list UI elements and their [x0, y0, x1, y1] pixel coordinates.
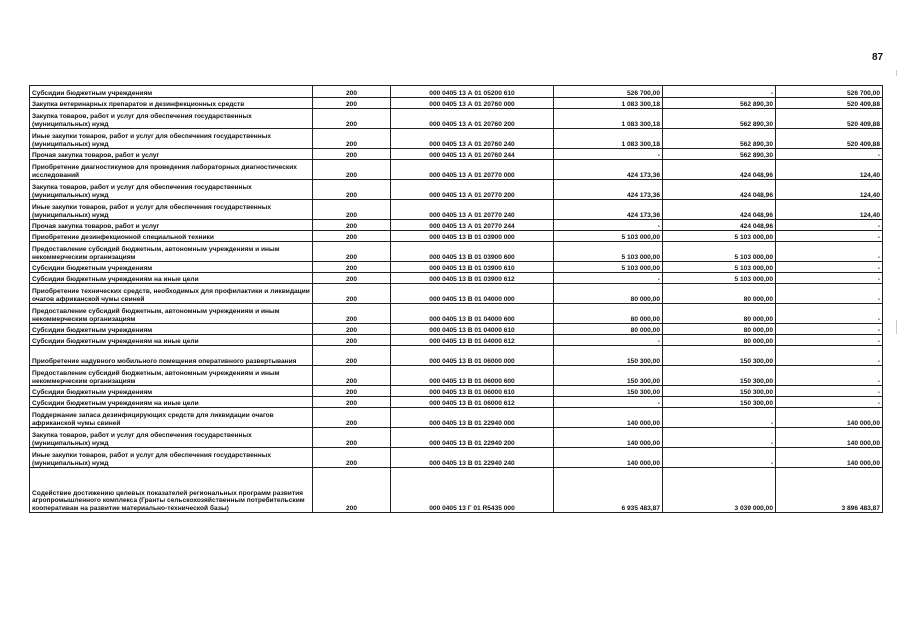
approved-amount-cell: 140 000,00	[554, 408, 663, 428]
table-row	[30, 284, 883, 304]
row-name-cell: Субсидии бюджетным учреждениям на иные цели	[30, 335, 313, 346]
executed-amount-cell: 80 000,00	[663, 324, 776, 335]
unexecuted-amount-cell: 140 000,00	[776, 408, 883, 428]
table-row	[30, 200, 883, 220]
table-row	[30, 273, 883, 284]
table-row	[30, 397, 883, 408]
budget-code-cell: 200	[313, 324, 391, 335]
budget-code-cell: 200	[313, 335, 391, 346]
approved-amount-cell: 5 103 000,00	[554, 231, 663, 242]
executed-amount-cell: 5 103 000,00	[663, 273, 776, 284]
budget-code-cell: 200	[313, 346, 391, 366]
executed-amount-cell: 3 039 000,00	[663, 468, 776, 513]
approved-amount-cell: 424 173,36	[554, 180, 663, 200]
unexecuted-amount-cell: 520 409,88	[776, 109, 883, 129]
approved-amount-cell: 1 083 300,18	[554, 109, 663, 129]
table-row	[30, 448, 883, 468]
row-name-cell: Предоставление субсидий бюджетным, автономным учреждениям и иным некоммерческим организациям	[30, 366, 313, 386]
approved-amount-cell: 150 300,00	[554, 386, 663, 397]
budget-code-cell: 200	[313, 262, 391, 273]
unexecuted-amount-cell: -	[776, 304, 883, 324]
row-name-cell: Субсидии бюджетным учреждениям	[30, 86, 313, 98]
budget-code-cell: 200	[313, 160, 391, 180]
row-name-cell: Предоставление субсидий бюджетным, автономным учреждениям и иным некоммерческим организациям	[30, 242, 313, 262]
row-name-cell: Иные закупки товаров, работ и услуг для обеспечения государственных (муниципальных) нужд	[30, 448, 313, 468]
executed-amount-cell: -	[663, 408, 776, 428]
executed-amount-cell: 562 890,30	[663, 109, 776, 129]
classification-code-cell: 000 0405 13 В 01 06000 610	[391, 386, 554, 397]
row-name-cell: Закупка ветеринарных препаратов и дезинфекционных средств	[30, 98, 313, 109]
executed-amount-cell: 5 103 000,00	[663, 231, 776, 242]
classification-code-cell: 000 0405 13 В 01 03900 612	[391, 273, 554, 284]
classification-code-cell: 000 0405 13 А 01 20770 244	[391, 220, 554, 231]
budget-code-cell: 200	[313, 448, 391, 468]
executed-amount-cell: 424 048,96	[663, 160, 776, 180]
classification-code-cell: 000 0405 13 А 01 20760 200	[391, 109, 554, 129]
unexecuted-amount-cell: -	[776, 397, 883, 408]
unexecuted-amount-cell: -	[776, 273, 883, 284]
budget-code-cell: 200	[313, 408, 391, 428]
approved-amount-cell: 1 083 300,18	[554, 129, 663, 149]
row-name-cell: Прочая закупка товаров, работ и услуг	[30, 220, 313, 231]
row-name-cell: Содействие достижению целевых показателей региональных программ развития агропромышленного комплекса (Гранты сельскохозяйственным потребительским кооперативам на развитие материально-технической базы)	[30, 468, 313, 513]
budget-code-cell: 200	[313, 428, 391, 448]
executed-amount-cell: -	[663, 86, 776, 98]
classification-code-cell: 000 0405 13 А 01 05200 610	[391, 86, 554, 98]
classification-code-cell: 000 0405 13 А 01 20760 244	[391, 149, 554, 160]
unexecuted-amount-cell: 124,40	[776, 180, 883, 200]
row-name-cell: Закупка товаров, работ и услуг для обеспечения государственных (муниципальных) нужд	[30, 428, 313, 448]
row-name-cell: Субсидии бюджетным учреждениям	[30, 262, 313, 273]
classification-code-cell: 000 0405 13 А 01 20760 000	[391, 98, 554, 109]
unexecuted-amount-cell: 520 409,88	[776, 98, 883, 109]
executed-amount-cell: 424 048,96	[663, 200, 776, 220]
executed-amount-cell: -	[663, 428, 776, 448]
budget-code-cell: 200	[313, 109, 391, 129]
classification-code-cell: 000 0405 13 В 01 03900 610	[391, 262, 554, 273]
unexecuted-amount-cell: -	[776, 324, 883, 335]
table-row	[30, 149, 883, 160]
row-name-cell: Поддержание запаса дезинфицирующих средств для ликвидации очагов африканской чумы свиней	[30, 408, 313, 428]
executed-amount-cell: 80 000,00	[663, 284, 776, 304]
budget-code-cell: 200	[313, 180, 391, 200]
executed-amount-cell: 424 048,96	[663, 220, 776, 231]
row-name-cell: Закупка товаров, работ и услуг для обеспечения государственных (муниципальных) нужд	[30, 180, 313, 200]
row-name-cell: Приобретение надувного мобильного помещения оперативного развертывания	[30, 346, 313, 366]
approved-amount-cell: 80 000,00	[554, 324, 663, 335]
unexecuted-amount-cell: -	[776, 335, 883, 346]
approved-amount-cell: 150 300,00	[554, 346, 663, 366]
budget-execution-table	[29, 85, 883, 513]
budget-code-cell: 200	[313, 98, 391, 109]
table-row	[30, 366, 883, 386]
executed-amount-cell: 150 300,00	[663, 346, 776, 366]
table-row	[30, 86, 883, 98]
row-name-cell: Иные закупки товаров, работ и услуг для обеспечения государственных (муниципальных) нужд	[30, 129, 313, 149]
budget-code-cell: 200	[313, 149, 391, 160]
unexecuted-amount-cell: -	[776, 242, 883, 262]
approved-amount-cell: -	[554, 273, 663, 284]
approved-amount-cell: 526 700,00	[554, 86, 663, 98]
unexecuted-amount-cell: -	[776, 386, 883, 397]
table-row	[30, 408, 883, 428]
unexecuted-amount-cell: -	[776, 284, 883, 304]
table-row	[30, 220, 883, 231]
budget-code-cell: 200	[313, 220, 391, 231]
row-name-cell: Приобретение дезинфекционной специальной техники	[30, 231, 313, 242]
budget-code-cell: 200	[313, 468, 391, 513]
classification-code-cell: 000 0405 13 А 01 20760 240	[391, 129, 554, 149]
scan-edge-mark	[896, 320, 897, 334]
table-row	[30, 160, 883, 180]
unexecuted-amount-cell: 520 409,88	[776, 129, 883, 149]
table-row	[30, 262, 883, 273]
budget-code-cell: 200	[313, 86, 391, 98]
page-number: 87	[872, 52, 884, 63]
table-row	[30, 468, 883, 513]
executed-amount-cell: 80 000,00	[663, 335, 776, 346]
table-row	[30, 428, 883, 448]
table-row	[30, 109, 883, 129]
scan-edge-mark	[896, 70, 897, 76]
unexecuted-amount-cell: -	[776, 220, 883, 231]
approved-amount-cell: -	[554, 149, 663, 160]
row-name-cell: Иные закупки товаров, работ и услуг для обеспечения государственных (муниципальных) нужд	[30, 200, 313, 220]
classification-code-cell: 000 0405 13 Г 01 R5435 000	[391, 468, 554, 513]
row-name-cell: Прочая закупка товаров, работ и услуг	[30, 149, 313, 160]
executed-amount-cell: 5 103 000,00	[663, 262, 776, 273]
classification-code-cell: 000 0405 13 В 01 06000 000	[391, 346, 554, 366]
executed-amount-cell: 562 890,30	[663, 149, 776, 160]
table-row	[30, 180, 883, 200]
executed-amount-cell: 80 000,00	[663, 304, 776, 324]
table-row	[30, 335, 883, 346]
unexecuted-amount-cell: 3 896 483,87	[776, 468, 883, 513]
row-name-cell: Предоставление субсидий бюджетным, автономным учреждениям и иным некоммерческим организациям	[30, 304, 313, 324]
approved-amount-cell: 140 000,00	[554, 428, 663, 448]
classification-code-cell: 000 0405 13 А 01 20770 000	[391, 160, 554, 180]
unexecuted-amount-cell: -	[776, 231, 883, 242]
row-name-cell: Субсидии бюджетным учреждениям	[30, 386, 313, 397]
executed-amount-cell: 150 300,00	[663, 386, 776, 397]
budget-code-cell: 200	[313, 397, 391, 408]
executed-amount-cell: -	[663, 448, 776, 468]
row-name-cell: Субсидии бюджетным учреждениям	[30, 324, 313, 335]
unexecuted-amount-cell: 140 000,00	[776, 428, 883, 448]
approved-amount-cell: 150 300,00	[554, 366, 663, 386]
budget-code-cell: 200	[313, 242, 391, 262]
table-row	[30, 386, 883, 397]
approved-amount-cell: 6 935 483,87	[554, 468, 663, 513]
table-row	[30, 129, 883, 149]
budget-code-cell: 200	[313, 231, 391, 242]
table-row	[30, 304, 883, 324]
approved-amount-cell: 80 000,00	[554, 284, 663, 304]
classification-code-cell: 000 0405 13 В 01 03900 000	[391, 231, 554, 242]
classification-code-cell: 000 0405 13 В 01 04000 600	[391, 304, 554, 324]
executed-amount-cell: 5 103 000,00	[663, 242, 776, 262]
classification-code-cell: 000 0405 13 В 01 22940 240	[391, 448, 554, 468]
row-name-cell: Закупка товаров, работ и услуг для обеспечения государственных (муниципальных) нужд	[30, 109, 313, 129]
budget-code-cell: 200	[313, 129, 391, 149]
approved-amount-cell: 1 083 300,18	[554, 98, 663, 109]
approved-amount-cell: 80 000,00	[554, 304, 663, 324]
unexecuted-amount-cell: 124,40	[776, 160, 883, 180]
unexecuted-amount-cell: 140 000,00	[776, 448, 883, 468]
row-name-cell: Приобретение диагностикумов для проведения лабораторных диагностических исследований	[30, 160, 313, 180]
unexecuted-amount-cell: 124,40	[776, 200, 883, 220]
classification-code-cell: 000 0405 13 В 01 06000 612	[391, 397, 554, 408]
executed-amount-cell: 562 890,30	[663, 98, 776, 109]
approved-amount-cell: -	[554, 220, 663, 231]
unexecuted-amount-cell: 526 700,00	[776, 86, 883, 98]
budget-code-cell: 200	[313, 273, 391, 284]
unexecuted-amount-cell: -	[776, 149, 883, 160]
approved-amount-cell: 424 173,36	[554, 200, 663, 220]
table-row	[30, 346, 883, 366]
classification-code-cell: 000 0405 13 А 01 20770 200	[391, 180, 554, 200]
classification-code-cell: 000 0405 13 В 01 22940 200	[391, 428, 554, 448]
approved-amount-cell: 5 103 000,00	[554, 242, 663, 262]
approved-amount-cell: -	[554, 397, 663, 408]
budget-code-cell: 200	[313, 200, 391, 220]
executed-amount-cell: 562 890,30	[663, 129, 776, 149]
classification-code-cell: 000 0405 13 В 01 04000 612	[391, 335, 554, 346]
executed-amount-cell: 150 300,00	[663, 397, 776, 408]
table-row	[30, 98, 883, 109]
row-name-cell: Субсидии бюджетным учреждениям на иные цели	[30, 397, 313, 408]
approved-amount-cell: 424 173,36	[554, 160, 663, 180]
budget-code-cell: 200	[313, 386, 391, 397]
approved-amount-cell: 5 103 000,00	[554, 262, 663, 273]
classification-code-cell: 000 0405 13 В 01 03900 600	[391, 242, 554, 262]
classification-code-cell: 000 0405 13 В 01 06000 600	[391, 366, 554, 386]
table-row	[30, 324, 883, 335]
executed-amount-cell: 424 048,96	[663, 180, 776, 200]
unexecuted-amount-cell: -	[776, 366, 883, 386]
classification-code-cell: 000 0405 13 В 01 22940 000	[391, 408, 554, 428]
row-name-cell: Приобретение технических средств, необходимых для профилактики и ликвидации очагов африканской чумы свиней	[30, 284, 313, 304]
budget-code-cell: 200	[313, 284, 391, 304]
table-row	[30, 231, 883, 242]
classification-code-cell: 000 0405 13 В 01 04000 610	[391, 324, 554, 335]
approved-amount-cell: 140 000,00	[554, 448, 663, 468]
approved-amount-cell: -	[554, 335, 663, 346]
unexecuted-amount-cell: -	[776, 262, 883, 273]
table-row	[30, 242, 883, 262]
executed-amount-cell: 150 300,00	[663, 366, 776, 386]
budget-code-cell: 200	[313, 304, 391, 324]
classification-code-cell: 000 0405 13 В 01 04000 000	[391, 284, 554, 304]
classification-code-cell: 000 0405 13 А 01 20770 240	[391, 200, 554, 220]
row-name-cell: Субсидии бюджетным учреждениям на иные цели	[30, 273, 313, 284]
budget-code-cell: 200	[313, 366, 391, 386]
unexecuted-amount-cell: -	[776, 346, 883, 366]
